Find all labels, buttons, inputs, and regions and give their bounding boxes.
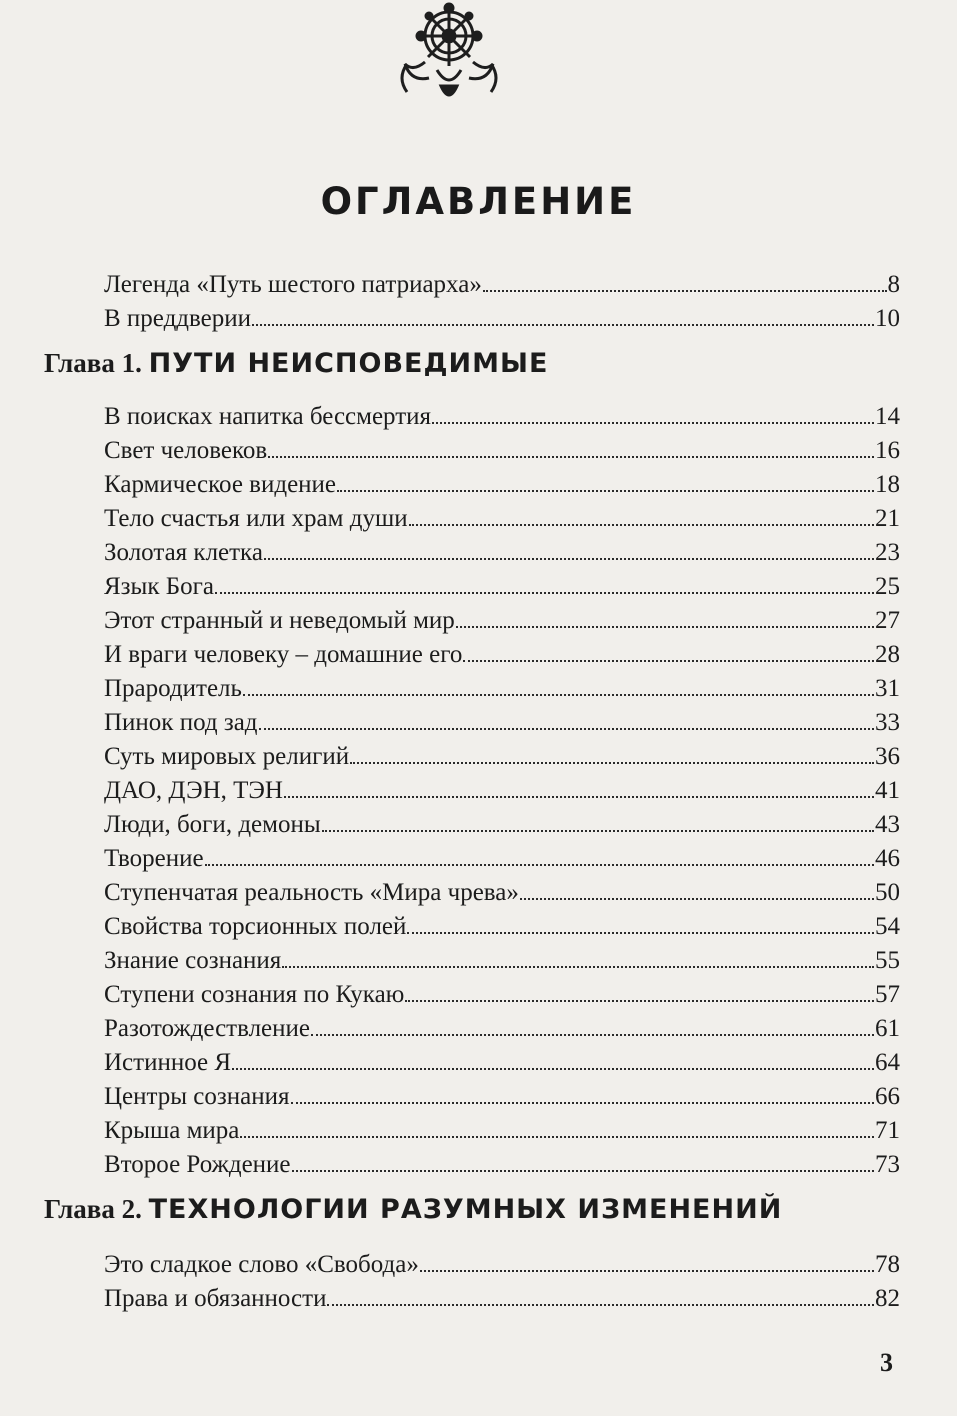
- entry-page: 18: [875, 471, 900, 498]
- entry-page: 10: [875, 305, 900, 332]
- entry-title: В поисках напитка бессмертия: [104, 403, 432, 430]
- entry-page: 54: [875, 913, 900, 940]
- leader-dots: [409, 524, 874, 526]
- toc-entry[interactable]: [104, 942, 900, 976]
- leader-dots: [243, 694, 874, 696]
- toc-entry[interactable]: [104, 976, 900, 1010]
- toc-entry[interactable]: [104, 1010, 900, 1044]
- toc-entry[interactable]: [104, 1280, 900, 1314]
- entry-title: Кармическое видение: [104, 471, 337, 498]
- toc-entry[interactable]: [104, 670, 900, 704]
- chapter-heading-1[interactable]: [44, 344, 548, 384]
- entry-title: Ступенчатая реальность «Мира чрева»: [104, 879, 519, 906]
- entry-page: 36: [875, 743, 900, 770]
- entry-title: Суть мировых религий: [104, 743, 350, 770]
- leader-dots: [268, 456, 874, 458]
- leader-dots: [407, 932, 874, 934]
- leader-dots: [322, 830, 874, 832]
- leader-dots: [291, 1102, 874, 1104]
- entry-page: 46: [875, 845, 900, 872]
- leader-dots: [282, 966, 874, 968]
- entry-title: Легенда «Путь шестого патриарха»: [104, 271, 482, 298]
- toc-entry[interactable]: [104, 300, 900, 334]
- entry-page: 14: [875, 403, 900, 430]
- entry-page: 33: [875, 709, 900, 736]
- entry-page: 82: [875, 1285, 900, 1312]
- entry-page: 27: [875, 607, 900, 634]
- entry-page: 66: [875, 1083, 900, 1110]
- entry-page: 8: [887, 271, 900, 298]
- entry-title: Этот странный и неведомый мир: [104, 607, 455, 634]
- dharma-wheel-icon: [393, 0, 505, 112]
- toc-entry[interactable]: [104, 466, 900, 500]
- entry-title: Это сладкое слово «Свобода»: [104, 1251, 419, 1278]
- toc-entry[interactable]: [104, 1246, 900, 1280]
- leader-dots: [215, 592, 874, 594]
- entry-page: 43: [875, 811, 900, 838]
- entry-page: 55: [875, 947, 900, 974]
- entry-title: Крыша мира: [104, 1117, 240, 1144]
- entry-page: 73: [875, 1151, 900, 1178]
- toc-entry[interactable]: [104, 738, 900, 772]
- leader-dots: [205, 864, 874, 866]
- entry-title: Знание сознания: [104, 947, 282, 974]
- entry-title: Центры сознания: [104, 1083, 290, 1110]
- entry-title: И враги человеку – домашние его: [104, 641, 463, 668]
- chapter-name: ТЕХНОЛОГИИ РАЗУМНЫХ ИЗМЕНЕНИЙ: [148, 1194, 783, 1225]
- toc-entry[interactable]: [104, 534, 900, 568]
- toc-entry[interactable]: [104, 500, 900, 534]
- entry-title: Люди, боги, демоны: [104, 811, 321, 838]
- leader-dots: [483, 290, 887, 292]
- page-title: ОГЛАВЛЕНИЕ: [320, 180, 637, 223]
- entry-title: Разотождествление: [104, 1015, 311, 1042]
- entry-title: Права и обязанности: [104, 1285, 327, 1312]
- entry-page: 71: [875, 1117, 900, 1144]
- entry-title: Пинок под зад: [104, 709, 258, 736]
- toc-entry[interactable]: [104, 908, 900, 942]
- leader-dots: [350, 762, 874, 764]
- entry-page: 16: [875, 437, 900, 464]
- entry-page: 50: [875, 879, 900, 906]
- entry-title: Золотая клетка: [104, 539, 263, 566]
- entry-page: 61: [875, 1015, 900, 1042]
- toc-entry[interactable]: [104, 398, 900, 432]
- entry-title: ДАО, ДЭН, ТЭН: [104, 777, 283, 804]
- entry-title: Истинное Я: [104, 1049, 232, 1076]
- chapter-heading-2[interactable]: [44, 1190, 782, 1230]
- toc-entry[interactable]: [104, 266, 900, 300]
- entry-title: Язык Бога: [104, 573, 214, 600]
- entry-page: 23: [875, 539, 900, 566]
- leader-dots: [520, 898, 874, 900]
- toc-entry[interactable]: [104, 874, 900, 908]
- entry-title: Второе Рождение: [104, 1151, 291, 1178]
- leader-dots: [232, 1068, 874, 1070]
- toc-entry[interactable]: [104, 1112, 900, 1146]
- chapter-label: Глава 2.: [44, 1194, 149, 1224]
- entry-title: Творение: [104, 845, 204, 872]
- page-number: 3: [880, 1348, 893, 1377]
- entry-page: 25: [875, 573, 900, 600]
- toc-entry[interactable]: [104, 704, 900, 738]
- entry-page: 21: [875, 505, 900, 532]
- entry-title: Прародитель: [104, 675, 242, 702]
- toc-entry[interactable]: [104, 1044, 900, 1078]
- toc-entry[interactable]: [104, 806, 900, 840]
- entry-page: 78: [875, 1251, 900, 1278]
- leader-dots: [240, 1136, 874, 1138]
- toc-entry[interactable]: [104, 1078, 900, 1112]
- leader-dots: [432, 422, 874, 424]
- leader-dots: [259, 728, 874, 730]
- entry-page: 41: [875, 777, 900, 804]
- leader-dots: [420, 1270, 874, 1272]
- toc-entry[interactable]: [104, 636, 900, 670]
- leader-dots: [405, 1000, 874, 1002]
- leader-dots: [456, 626, 874, 628]
- toc-entry[interactable]: [104, 602, 900, 636]
- toc-entry[interactable]: [104, 772, 900, 806]
- entry-page: 64: [875, 1049, 900, 1076]
- leader-dots: [284, 796, 874, 798]
- entry-title: Свойства торсионных полей: [104, 913, 407, 940]
- entry-title: Свет человеков: [104, 437, 268, 464]
- leader-dots: [292, 1170, 874, 1172]
- toc-entry[interactable]: [104, 568, 900, 602]
- entry-title: Тело счастья или храм души: [104, 505, 408, 532]
- toc-entry[interactable]: [104, 840, 900, 874]
- entry-title: Ступени сознания по Кукаю: [104, 981, 405, 1008]
- toc-entry[interactable]: [104, 432, 900, 466]
- entry-page: 28: [875, 641, 900, 668]
- entry-page: 31: [875, 675, 900, 702]
- entry-page: 57: [875, 981, 900, 1008]
- leader-dots: [311, 1034, 874, 1036]
- leader-dots: [337, 490, 874, 492]
- leader-dots: [252, 324, 874, 326]
- entry-title: В преддверии: [104, 305, 252, 332]
- leader-dots: [463, 660, 874, 662]
- leader-dots: [264, 558, 874, 560]
- chapter-label: Глава 1.: [44, 348, 149, 378]
- chapter-name: ПУТИ НЕИСПОВЕДИМЫЕ: [148, 348, 549, 379]
- leader-dots: [327, 1304, 874, 1306]
- toc-entry[interactable]: [104, 1146, 900, 1180]
